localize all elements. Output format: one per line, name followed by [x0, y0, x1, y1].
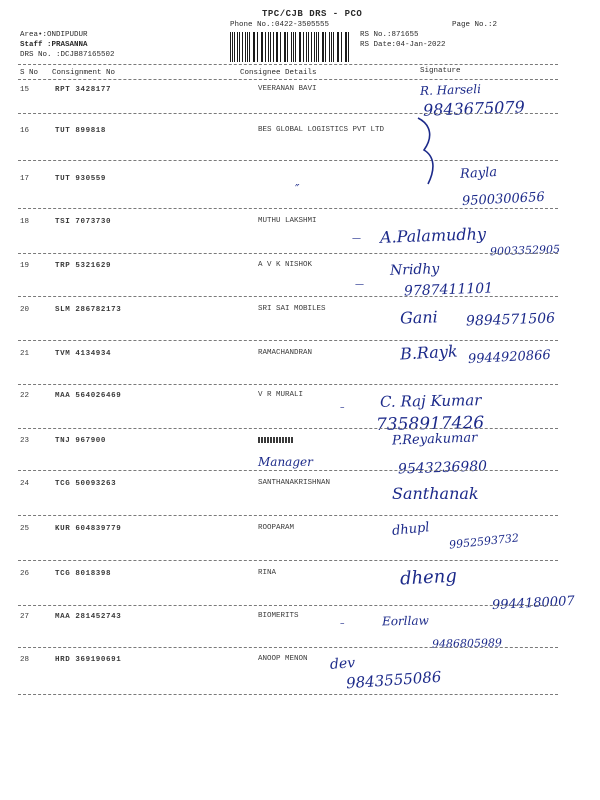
barcode-bar — [287, 32, 288, 62]
row-signature-phone: 9003352905 — [489, 242, 561, 259]
row-serial-number: 18 — [20, 218, 30, 226]
row-serial-number: 23 — [20, 437, 30, 445]
col-header-consignee: Consignee Details — [240, 69, 317, 77]
row-serial-number: 28 — [20, 656, 30, 664]
row-serial-number: 26 — [20, 570, 30, 578]
row-consignee-name: A V K NISHOK — [258, 261, 313, 269]
barcode-bar — [230, 32, 231, 62]
row-consignment-number: TNJ 967900 — [55, 437, 107, 445]
row-consignee-name: V R MURALI — [258, 391, 304, 399]
row-consignee-name: RAMACHANDRAN — [258, 349, 313, 357]
barcode-bar — [348, 32, 349, 62]
row-signature: Rayla — [459, 165, 498, 182]
row-divider — [18, 428, 558, 429]
row-consignment-number: TVM 4134934 — [55, 350, 112, 358]
barcode-bar — [270, 32, 271, 62]
rs-date: RS Date:04-Jan-2022 — [360, 41, 446, 49]
row-consignee-name: BIOMERITS — [258, 612, 299, 620]
barcode-bar — [341, 32, 342, 62]
row-consignee-name: SRI SAI MOBILES — [258, 305, 326, 313]
row-signature-phone: 9894571506 — [465, 310, 556, 330]
row-signature-phone: 9843675079 — [422, 97, 526, 120]
row-consignment-number: HRD 369190691 — [55, 656, 122, 664]
struck-out-text — [258, 437, 294, 443]
row-divider — [18, 384, 558, 385]
row-signature-phone: 9843555086 — [345, 667, 442, 693]
phone-number: Phone No.:0422-3505555 — [230, 21, 330, 29]
row-serial-number: 16 — [20, 127, 30, 135]
row-serial-number: 15 — [20, 86, 30, 94]
row-signature-phone: 9486805989 — [431, 636, 503, 651]
row-signature-phone: 9500300656 — [461, 189, 546, 210]
barcode-bar — [300, 32, 301, 62]
row-consignment-number: SLM 286782173 — [55, 306, 122, 314]
row-serial-number: 27 — [20, 613, 30, 621]
pen-mark: – — [340, 619, 345, 629]
row-consignment-number: TUT 930559 — [55, 175, 107, 183]
barcode-bar — [280, 32, 281, 62]
col-header-consignment: Consignment No — [52, 69, 116, 77]
barcode-bar — [308, 32, 309, 62]
row-consignee-name: MUTHU LAKSHMI — [258, 217, 317, 225]
row-divider — [18, 560, 558, 561]
row-divider — [18, 253, 558, 254]
row-signature: Nridhy — [389, 261, 440, 279]
barcode-bar — [265, 32, 266, 62]
col-header-sno: S No — [20, 69, 39, 77]
row-serial-number: 25 — [20, 525, 30, 533]
barcode-bar — [338, 32, 339, 62]
row-divider — [18, 647, 558, 648]
row-signature: Eorllaw — [381, 613, 429, 629]
row-signature: B.Rayk — [399, 341, 458, 364]
row-signature: dhupl — [391, 520, 431, 539]
barcode — [230, 32, 352, 62]
area-label: Area•:ONDIPUDUR — [20, 31, 88, 39]
barcode-bar — [237, 32, 238, 62]
row-serial-number: 20 — [20, 306, 30, 314]
row-consignment-number: TCG 50093263 — [55, 480, 117, 488]
report-title: TPC/CJB DRS - PCO — [262, 9, 363, 19]
barcode-bar — [254, 32, 255, 62]
row-divider — [18, 296, 558, 297]
row-signature-phone: 9543236980 — [397, 458, 488, 478]
row-consignee-name: ANOOP MENON — [258, 655, 308, 663]
row-signature: dheng — [399, 565, 458, 590]
pen-mark: — — [352, 234, 361, 244]
row-signature-phone: 9944920866 — [467, 347, 552, 368]
pen-mark: – — [340, 403, 345, 413]
row-signature: A.Palamudhy — [379, 224, 487, 247]
barcode-bar — [295, 32, 296, 62]
row-serial-number: 17 — [20, 175, 30, 183]
header-divider-bottom — [18, 79, 558, 80]
pen-mark: — — [355, 280, 364, 290]
row-divider — [18, 208, 558, 209]
row-consignment-number: TUT 899818 — [55, 127, 107, 135]
row-signature: dev — [329, 655, 356, 673]
row-handwritten-note: Manager — [258, 455, 313, 469]
row-consignment-number: TCG 8018398 — [55, 570, 112, 578]
col-header-signature: Signature — [420, 67, 461, 75]
barcode-bar — [325, 32, 326, 62]
barcode-bar — [311, 32, 312, 62]
row-consignee-name: VEERANAN BAVI — [258, 85, 317, 93]
barcode-bar — [318, 32, 319, 62]
row-signature-phone: 9787411101 — [403, 280, 494, 300]
rs-number: RS No.:871655 — [360, 31, 419, 39]
row-signature: P.Reyakumar — [391, 430, 478, 449]
bracket-stroke — [412, 110, 452, 190]
page-number: Page No.:2 — [452, 21, 498, 29]
row-consignment-number: MAA 564026469 — [55, 392, 122, 400]
barcode-bar — [242, 32, 243, 62]
row-consignee-name: RINA — [258, 569, 277, 577]
barcode-bar — [331, 32, 332, 62]
pen-mark: ″ — [295, 182, 300, 196]
header-divider-top — [18, 64, 558, 65]
row-consignee-name: BES GLOBAL LOGISTICS PVT LTD — [258, 126, 385, 134]
row-signature-phone: 9944180007 — [491, 593, 576, 614]
row-serial-number: 22 — [20, 392, 30, 400]
barcode-bar — [257, 32, 258, 62]
row-serial-number: 24 — [20, 480, 30, 488]
row-divider — [18, 515, 558, 516]
row-signature: Santhanak — [392, 484, 479, 503]
row-consignment-number: TRP 5321629 — [55, 262, 112, 270]
drs-number: DRS No. :DCJB87165502 — [20, 51, 115, 59]
staff-label: Staff :PRASANNA — [20, 41, 88, 49]
row-divider — [18, 605, 558, 606]
row-signature: C. Raj Kumar — [379, 391, 482, 411]
row-divider — [18, 160, 558, 161]
barcode-bar — [277, 32, 278, 62]
row-divider — [18, 113, 558, 114]
row-signature: R. Harseli — [419, 81, 482, 99]
row-divider — [18, 694, 558, 695]
row-consignment-number: TSI 7073730 — [55, 218, 112, 226]
row-consignment-number: RPT 3428177 — [55, 86, 112, 94]
row-divider — [18, 470, 558, 471]
row-consignee-name: SANTHANAKRISHNAN — [258, 479, 331, 487]
row-signature: Gani — [399, 307, 439, 328]
row-signature-phone: 9952593732 — [448, 531, 520, 552]
row-serial-number: 21 — [20, 350, 30, 358]
barcode-bar — [245, 32, 246, 62]
row-consignment-number: MAA 281452743 — [55, 613, 122, 621]
row-serial-number: 19 — [20, 262, 30, 270]
row-consignment-number: KUR 604839779 — [55, 525, 122, 533]
row-divider — [18, 340, 558, 341]
row-consignee-name: ROOPARAM — [258, 524, 295, 532]
row-signature-phone: 7358917426 — [375, 413, 485, 435]
